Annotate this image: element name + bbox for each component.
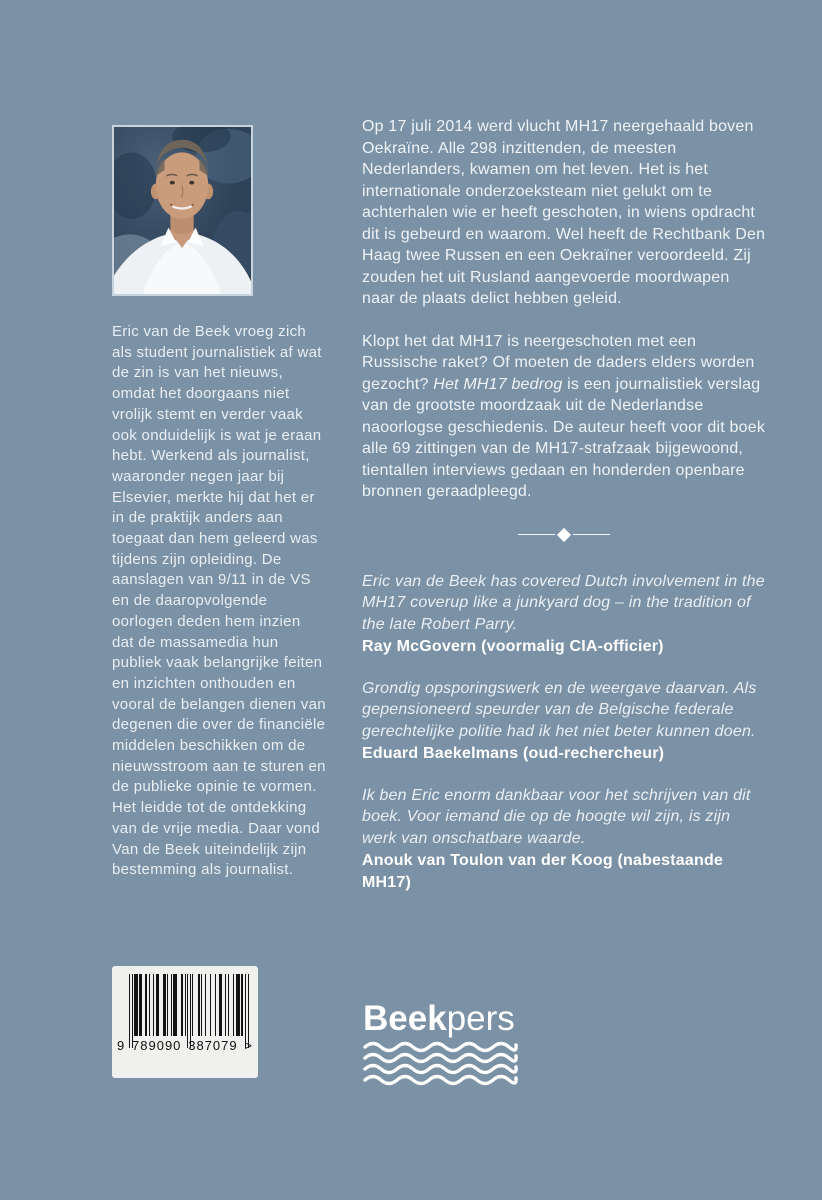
publisher-logo [363,1000,521,1087]
testimonial-attribution: Eduard Baekelmans (oud-rechercheur) [362,745,665,762]
barcode-bar [248,974,249,1048]
barcode-bar [245,974,246,1048]
publisher-name [363,1000,521,1038]
barcode-bar [145,974,146,1036]
section-divider [362,529,766,541]
synopsis-paragraph-2-post: is een journalistiek verslag van de grootste moordzaak uit de Nederlandse naoorlogse geschiedenis. De auteur heeft voor dit boek alle 69 zittingen van de MH17-strafzaak bijgewoond, tientallen interviews gedaan en honderden openbare bronnen geraadpleegd. [362,375,766,500]
barcode-bar [129,974,130,1048]
barcode-bar [187,974,188,1048]
barcode-bar [219,974,223,1036]
barcode-bar [225,974,226,1036]
isbn-barcode [112,966,258,1078]
isbn-lead-digit: 9 [117,1038,126,1053]
isbn-group-1: 789090 [132,1038,182,1053]
publisher-name-bold: Beek [363,999,447,1038]
testimonial-attribution: Anouk van Toulon van der Koog (nabestaande MH17) [362,852,724,891]
barcode-bar [153,974,154,1036]
synopsis-paragraph-2 [362,331,766,503]
barcode-bar [134,974,138,1036]
barcode-bar [171,974,172,1036]
barcode-bar [139,974,142,1036]
barcode-bar [215,974,216,1036]
barcode-bar [132,974,133,1048]
barcode-bar [173,974,177,1036]
testimonial-quote: Ik ben Eric enorm dankbaar voor het schrijven van dit boek. Voor iemand die op de hoogte wil zijn, is zijn werk van onschatbare waarde. [362,786,751,847]
isbn-number [117,1038,253,1053]
author-photo [112,125,253,296]
waves-icon [363,1041,518,1087]
barcode-trailing-char: > [244,1038,253,1053]
barcode-bar [190,974,191,1048]
barcode-bar [205,974,206,1036]
testimonial-quote: Eric van de Beek has covered Dutch involvement in the MH17 coverup like a junkyard dog – in the tradition of the late Robert Parry. [362,572,765,633]
divider-line-left [518,534,555,536]
barcode-bar [241,974,242,1036]
barcode-bar [192,974,193,1036]
barcode-bar [201,974,202,1036]
author-bio-text: Eric van de Beek vroeg zich als student journalistiek af wat de zin is van het nieuws, omdat het doorgaans niet vrolijk stemt en verder vaak ook onduidelijk is wat je eraan hebt. Werkend als journalist, waaronder negen jaar bij Elsevier, merkte hij dat het er in de praktijk anders aan toegaat dan hem geleerd was tijdens zijn opleiding. De aanslagen van 9/11 in de VS en de daaropvolgende oorlogen deden hem inzien dat de massamedia hun publiek vaak belangrijke feiten en inzichten onthouden en vooral de belangen dienen van degenen die over de financiële middelen beschikken om de nieuwsstroom aan te sturen en de publieke opinie te vormen. Het leidde tot de ontdekking van de vrije media. Daar vond Van de Beek uiteindelijk zijn bestemming als journalist. [112,323,326,879]
testimonial [362,571,766,658]
barcode-bar [185,974,186,1036]
barcode-bar [233,974,234,1036]
barcode-bar [163,974,166,1036]
diamond-icon [557,527,571,541]
barcode-bar [236,974,240,1036]
synopsis-column [362,116,766,913]
testimonial-quote: Grondig opsporingswerk en de weergave daarvan. Als gepensioneerd speurder van de Belgische federale gerechtelijke politie had ik het niet beter kunnen doen. [362,679,757,740]
barcode-bar [167,974,168,1036]
synopsis-paragraph-2-pre: Klopt het dat MH17 is neergeschoten met een Russische raket? Of moeten de daders elders worden gezocht? [362,332,755,393]
author-portrait-image [114,127,251,294]
barcode-bar [198,974,199,1036]
barcode-bar [228,974,229,1036]
barcode-bar [181,974,184,1036]
testimonial [362,678,766,765]
barcode-bar [156,974,160,1036]
synopsis-paragraph-1: Op 17 juli 2014 werd vlucht MH17 neergehaald boven Oekraïne. Alle 298 inzittenden, de meesten Nederlanders, kwamen om het leven. Het is het internationale onderzoeksteam niet gelukt om te achterhalen wie er heeft geschoten, in wiens opdracht dit is gebeurd en waarom. Wel heeft de Rechtbank Den Haag twee Russen en een Oekraïner veroordeeld. Zij zouden het uit Rusland aangevoerde moordwapen naar de plaats delict hebben geleid. [362,118,766,307]
divider-line-right [573,534,610,536]
publisher-name-light: pers [446,999,515,1038]
book-title-inline: Het MH17 bedrog [433,375,563,393]
testimonial-attribution: Ray McGovern (voormalig CIA-officier) [362,638,664,655]
barcode-bar [149,974,150,1036]
barcode-bar [210,974,211,1036]
isbn-group-2: 387079 [188,1038,238,1053]
testimonial [362,785,766,894]
